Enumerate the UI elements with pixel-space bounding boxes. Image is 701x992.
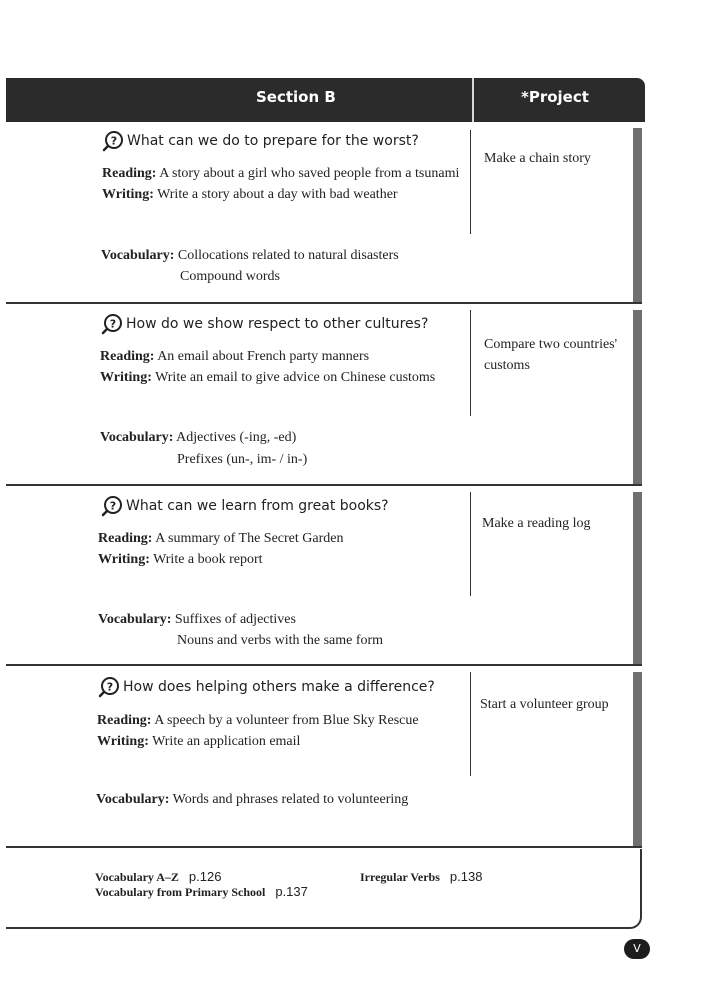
reading-line: [97, 713, 419, 729]
question-text: How do we show respect to other cultures?: [126, 316, 429, 332]
writing-text: Write an application email: [152, 734, 301, 749]
vocabulary-item: Words and phrases related to volunteering: [172, 792, 409, 807]
row-edge-bar: [633, 128, 642, 304]
vocabulary-item: Nouns and verbs with the same form: [177, 633, 384, 648]
header-divider: [472, 78, 474, 122]
appendix-title: Irregular Verbs: [360, 870, 440, 884]
row-divider: [6, 302, 642, 304]
reading-text: A summary of The Secret Garden: [155, 531, 344, 546]
appendix-page: p.126: [188, 869, 222, 884]
big-question: [102, 130, 419, 152]
project-text: Compare two countries' customs: [484, 337, 618, 373]
writing-label: Writing:: [97, 734, 149, 749]
writing-line: [102, 187, 398, 203]
big-question: [98, 676, 435, 698]
row-edge-bar: [633, 492, 642, 666]
svg-text:?: ?: [110, 134, 118, 148]
writing-text: Write a story about a day with bad weather: [157, 187, 398, 202]
vocabulary-item: Adjectives (-ing, -ed): [176, 430, 297, 445]
writing-label: Writing:: [100, 370, 152, 385]
vocabulary-line: [101, 248, 399, 264]
appendix-entry: [95, 869, 221, 885]
writing-line: [98, 552, 263, 568]
svg-text:?: ?: [109, 317, 117, 331]
unit-row: [0, 306, 701, 488]
svg-text:?: ?: [106, 680, 114, 694]
vocabulary-item: Prefixes (un-, im- / in-): [177, 452, 308, 467]
reading-line: [100, 349, 369, 365]
question-magnifier-icon: [102, 130, 124, 152]
writing-label: Writing:: [98, 552, 150, 567]
svg-text:?: ?: [109, 499, 117, 513]
unit-row: [0, 124, 701, 306]
vocabulary-line: [96, 792, 408, 808]
reading-label: Reading:: [100, 349, 155, 364]
table-header: [6, 78, 645, 122]
writing-label: Writing:: [102, 187, 154, 202]
column-divider: [470, 130, 471, 234]
question-magnifier-icon: [101, 495, 123, 517]
reading-text: A story about a girl who saved people from a tsunami: [159, 166, 460, 181]
row-divider: [6, 846, 642, 848]
unit-row: [0, 668, 701, 850]
page-number: V: [624, 939, 650, 959]
project-text: Make a chain story: [484, 151, 591, 166]
column-divider: [470, 672, 471, 776]
vocabulary-label: Vocabulary:: [98, 612, 172, 627]
reading-label: Reading:: [102, 166, 157, 181]
appendix-entry: [95, 884, 308, 900]
appendix-entry: [360, 869, 482, 885]
appendix-page: p.138: [449, 869, 483, 884]
reading-line: [98, 531, 343, 547]
vocabulary-line: [98, 612, 296, 628]
vocabulary-item: Suffixes of adjectives: [174, 612, 296, 627]
project-text: Make a reading log: [482, 516, 591, 531]
writing-text: Write a book report: [153, 552, 263, 567]
appendix-title: Vocabulary A–Z: [95, 870, 179, 884]
writing-line: [97, 734, 300, 750]
appendix-page: p.137: [275, 884, 308, 899]
question-magnifier-icon: [101, 313, 123, 335]
reading-text: A speech by a volunteer from Blue Sky Rescue: [154, 713, 419, 728]
reading-label: Reading:: [98, 531, 153, 546]
writing-line: [100, 370, 435, 386]
reading-line: [102, 166, 459, 182]
appendix-title: Vocabulary from Primary School: [95, 885, 266, 899]
column-divider: [470, 492, 471, 596]
question-text: How does helping others make a difference?: [123, 679, 435, 695]
question-magnifier-icon: [98, 676, 120, 698]
vocabulary-item: Compound words: [180, 269, 280, 284]
reading-label: Reading:: [97, 713, 152, 728]
column-divider: [470, 310, 471, 416]
project-heading: *Project: [521, 88, 589, 106]
vocabulary-item: Collocations related to natural disasters: [177, 248, 399, 263]
project-text: Start a volunteer group: [480, 697, 609, 712]
row-divider: [6, 664, 642, 666]
row-divider: [6, 484, 642, 486]
section-b-heading: Section B: [256, 88, 336, 106]
row-edge-bar: [633, 672, 642, 848]
vocabulary-line: [100, 430, 296, 446]
question-text: What can we do to prepare for the worst?: [127, 133, 419, 149]
big-question: [101, 313, 428, 335]
row-edge-bar: [633, 310, 642, 486]
writing-text: Write an email to give advice on Chinese customs: [155, 370, 436, 385]
unit-row: [0, 488, 701, 668]
reading-text: An email about French party manners: [157, 349, 370, 364]
big-question: [101, 495, 389, 517]
question-text: What can we learn from great books?: [126, 498, 389, 514]
vocabulary-label: Vocabulary:: [100, 430, 174, 445]
vocabulary-label: Vocabulary:: [101, 248, 175, 263]
vocabulary-label: Vocabulary:: [96, 792, 170, 807]
